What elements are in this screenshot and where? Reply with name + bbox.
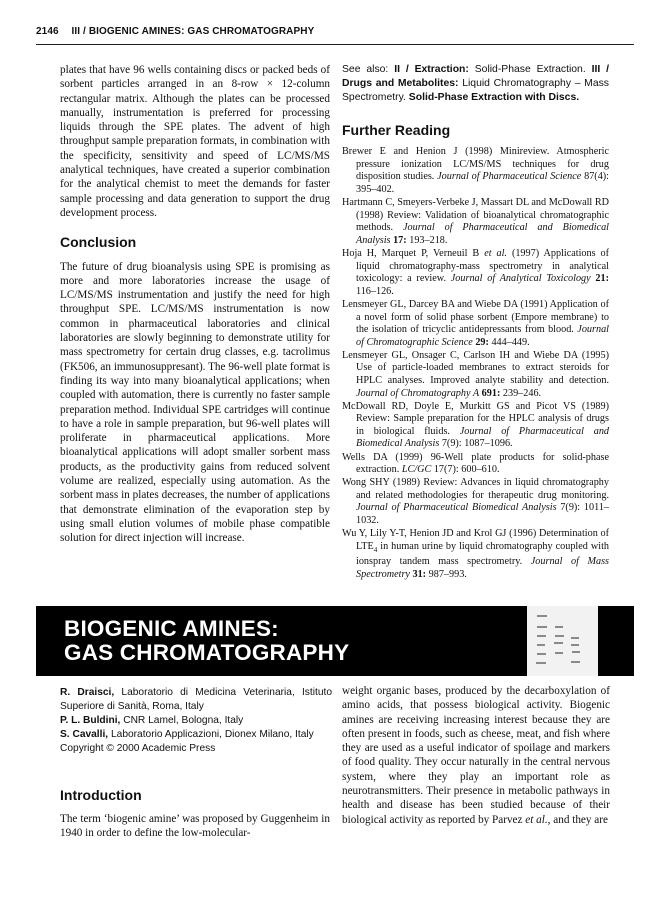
reference-list: [342, 146, 609, 581]
article-title-line-2: GAS CHROMATOGRAPHY: [64, 640, 350, 665]
article-title-line-1: BIOGENIC AMINES:: [64, 616, 279, 641]
see-also-link-2[interactable]: III / Drugs and Metabolites:: [342, 64, 610, 89]
running-head: [36, 26, 634, 42]
reference-item: Hartmann C, Smeyers-Verbeke J, Massart DL and McDowall RD (1998) Review: Validation of bioanalytical chromatographic methods. Journal of Pharmaceutical and Biomedical Analysis 17: 193–218.: [342, 197, 610, 246]
further-reading-heading: Further Reading: [342, 122, 451, 138]
right-column: [342, 63, 609, 582]
introduction-paragraph: The term ‘biogenic amine’ was proposed by Guggenheim in 1940 in order to define the low-molecular-: [60, 813, 330, 840]
introduction-text: [60, 812, 330, 841]
reference-item: Wu Y, Lily Y-T, Henion JD and Krol GJ (1996) Determination of $LTE_4$ in human urine by liquid chromatography coupled with ionspray tandem mass spectrometry. Journal of Mass Spectrometry 31: 987–993.: [342, 528, 610, 580]
chromatography-plate-icon: [527, 606, 598, 676]
see-also-text-2[interactable]: Liquid Chromatography – Mass Spectrometry.: [342, 78, 610, 103]
reference-item: Brewer E and Henion J (1998) Minireview. Atmospheric pressure ionization LC/MS/MS techniques for drug disposition studies. Journal of Pharmaceutical Science 87(4): 395–402.: [342, 146, 610, 196]
author-block: [60, 686, 332, 756]
continued-paragraph: plates that have 96 wells containing discs or packed beds of sorbent particles arranged in an 8-row × 12-column rectangular matrix. Although the plates can be processed manually, instrumentation is preferred for processing liquids through the SPE plates. The advent of high throughput sample preparation formats, in combination with the specificity, sensitivity and speed of LC/MS/MS analytical techniques, have created a superior combination for the analytical chemist to meet the demands for faster sample processing and data generation to support the drug development process.: [60, 64, 330, 219]
see-also: [342, 63, 609, 105]
copyright-notice: Copyright © 2000 Academic Press: [60, 743, 216, 754]
see-also-prefix: See also:: [342, 64, 389, 75]
author-entry: S. Cavalli, Laboratorio Applicazioni, Dionex Milano, Italy: [60, 729, 314, 740]
article-title-banner: [36, 606, 634, 676]
author-entry: R. Draisci, Laboratorio di Medicina Veterinaria, Istituto Superiore di Sanità, Roma, Italy: [60, 687, 332, 712]
page-number: 2146: [36, 26, 59, 37]
reference-item: McDowall RD, Doyle E, Murkitt GS and Picot VS (1989) Review: Sample preparation for the HPLC analysis of drugs in biological fluids. Journal of Pharmaceutical and Biomedical Analysis 7(9): 1087–1096.: [342, 400, 610, 450]
reference-item: Wells DA (1999) 96-Well plate products for solid-phase extraction. LC/GC 17(7): 600–610.: [342, 451, 609, 476]
author-entry: P. L. Buldini, CNR Lamel, Bologna, Italy: [60, 715, 244, 726]
header-rule: [36, 44, 634, 45]
reference-item: Wong SHY (1989) Review: Advances in liquid chromatography and related methodologies for therapeutic drug monitoring. Journal of Pharmaceutical Biomedical Analysis 7(9): 1011–1032.: [342, 477, 610, 527]
see-also-link-3[interactable]: Solid-Phase Extraction with Discs.: [408, 92, 580, 103]
chromatography-plate-graphic: [527, 606, 598, 676]
reference-item: Lensmeyer GL, Onsager C, Carlson IH and Wiebe DA (1995) Use of particle-loaded membranes to extract steroids for HPLC analyses. Improved analyte stability and detection. Journal of Chromatography A 691: 239–246.: [342, 349, 609, 399]
introduction-continued-paragraph: weight organic bases, produced by the decarboxylation of amino acids, that possess biological activity. Biogenic amines are receiving increasing interest because they are often present in foods, such as cheese, meat, and fish where they are used as a useful indicator of spoilage and markers of food quality. They occur naturally in the central nervous system, where they play an important role as neurotransmitters. Their presence in metabolic pathways in health and disease has been studied because of their biological activity as reported by Parvez et al., and they are: [342, 685, 610, 826]
left-column: [60, 63, 330, 546]
introduction-heading: Introduction: [60, 787, 142, 803]
see-also-text-1[interactable]: Solid-Phase Extraction.: [474, 64, 586, 75]
conclusion-text: The future of drug bioanalysis using SPE is promising as more and more laboratories increase the usage of LC/MS/MS instrumentation and justify the need for high throughput SPE. LC/MS/MS instrumentation is now common in pharmaceutical laboratories and clinical laboratories are slowly beginning to demonstrate utility for mass spectrometry for certain drug classes, e.g. tacrolimus (FK506, an immunosuppresant). The 96-well plate format is finding its way into many bioanalytical applications; when coupled with automation, there is currently no faster sample preparation method. Individual SPE cartridges will continue to have a role in sample preparation, but 96-well plates will proliferate in pharmaceutical applications. More bioanalytical applications will adopt smaller sorbent mass products, as the productivity gains from reduced solvent volume are realized, especially using automation. As the sorbent mass in plates decreases, the number of applications that demonstrate elimination of the evaporation step by using small elution volumes of mobile phase compatible solution for direct injection will increase.: [60, 260, 330, 545]
see-also-link-1[interactable]: II / Extraction:: [394, 64, 469, 75]
reference-item: Hoja H, Marquet P, Verneuil B et al. (1997) Applications of liquid chromatography-mass spectrometry in analytical toxicology: a review. Journal of Analytical Toxicology 21: 116–126.: [342, 248, 609, 297]
introduction-continued: [342, 684, 610, 827]
running-head-title: III / BIOGENIC AMINES: GAS CHROMATOGRAPHY: [71, 26, 315, 37]
reference-item: Lensmeyer GL, Darcey BA and Wiebe DA (1991) Application of a novel form of solid phase sorbent (Empore membrane) to the isolation of tricyclic antidepressants from blood. Journal of Chromatographic Science 29: 444–449.: [342, 298, 609, 348]
article-title: [64, 617, 349, 665]
conclusion-heading: Conclusion: [60, 234, 137, 251]
